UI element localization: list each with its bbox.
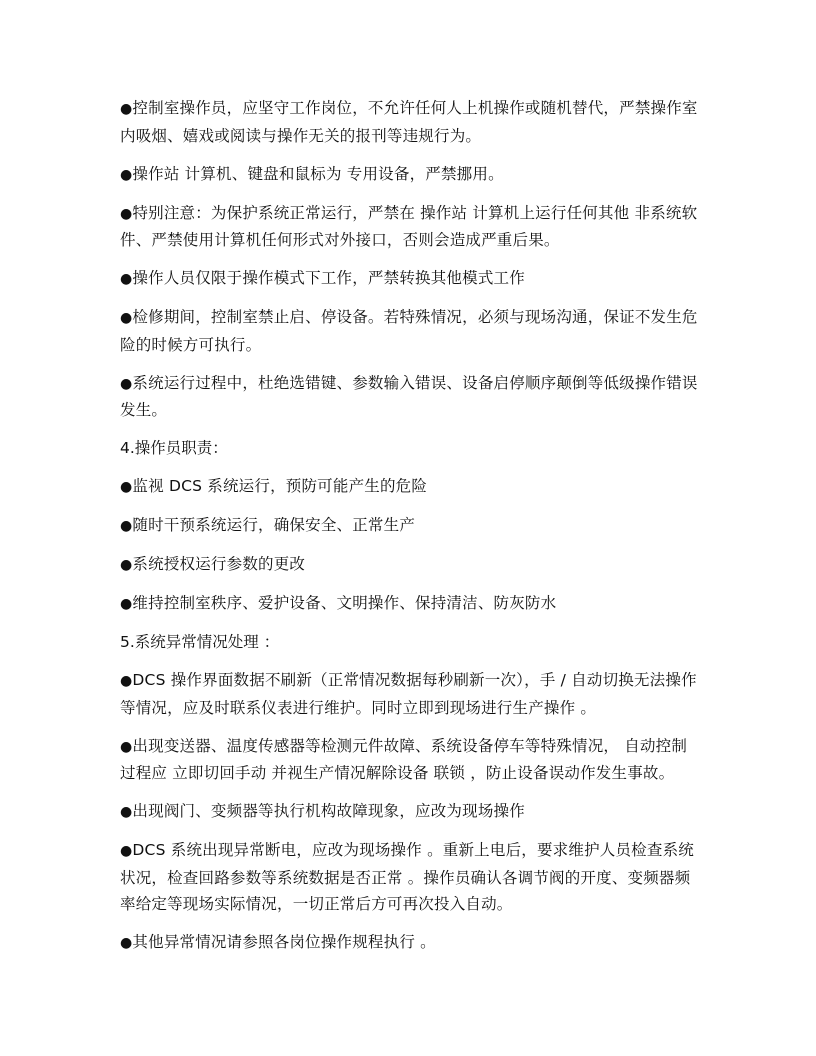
paragraph-text: 其他异常情况请参照各岗位操作规程执行 。 bbox=[132, 933, 436, 951]
paragraph-text: DCS 系统出现异常断电，应改为现场操作 。重新上电后，要求维护人员检查系统状况，检查回路参数等系统数据是否正常 。操作员确认各调节阀的开度、变频器频率给定等现场实际情况，一切正常后方可再次投入自动。 bbox=[120, 841, 694, 913]
paragraph-special-attention bbox=[120, 200, 700, 254]
document-page bbox=[120, 95, 700, 968]
paragraph-text: 监视 DCS 系统运行，预防可能产生的危险 bbox=[132, 477, 428, 495]
paragraph-sensor-failure bbox=[120, 733, 700, 787]
paragraph-power-outage bbox=[120, 837, 700, 918]
bullet-icon: ● bbox=[120, 271, 133, 287]
paragraph-text: 随时干预系统运行，确保安全、正常生产 bbox=[132, 516, 416, 534]
paragraph-operation-mode bbox=[120, 265, 700, 293]
paragraph-text: DCS 操作界面数据不刷新（正常情况数据每秒刷新一次），手 / 自动切换无法操作等情况，应及时联系仪表进行维护。同时立即到现场进行生产操作 。 bbox=[120, 671, 697, 717]
paragraph-monitor-dcs bbox=[120, 473, 700, 501]
bullet-icon: ● bbox=[120, 673, 133, 689]
paragraph-text: 特别注意：为保护系统正常运行，严禁在 操作站 计算机上运行任何其他 非系统软件、严禁使用计算机任何形式对外接口，否则会造成严重后果。 bbox=[120, 203, 698, 249]
paragraph-text: 检修期间，控制室禁止启、停设备。若特殊情况，必须与现场沟通，保证不发生危险的时候方可执行。 bbox=[120, 308, 698, 354]
paragraph-text: 出现阀门、变频器等执行机构故障现象，应改为现场操作 bbox=[132, 802, 525, 820]
bullet-icon: ● bbox=[120, 101, 133, 117]
bullet-icon: ● bbox=[120, 557, 133, 573]
bullet-icon: ● bbox=[120, 310, 133, 326]
paragraph-actuator-failure bbox=[120, 798, 700, 826]
section-heading-operator-duties bbox=[120, 435, 700, 462]
bullet-icon: ● bbox=[120, 804, 133, 820]
paragraph-dedicated-equipment bbox=[120, 161, 700, 189]
paragraph-control-room-operator bbox=[120, 95, 700, 149]
bullet-icon: ● bbox=[120, 375, 133, 392]
paragraph-text: 操作站 计算机、键盘和鼠标为 专用设备，严禁挪用。 bbox=[132, 164, 504, 183]
bullet-icon: ● bbox=[120, 935, 133, 951]
paragraph-text: 系统授权运行参数的更改 bbox=[132, 555, 306, 573]
bullet-icon: ● bbox=[120, 479, 133, 495]
heading-text: 5.系统异常情况处理 ： bbox=[120, 633, 280, 651]
paragraph-maintain-order bbox=[120, 590, 700, 618]
section-heading-abnormal-handling bbox=[120, 629, 700, 656]
paragraph-maintenance-period bbox=[120, 304, 700, 358]
paragraph-text: 出现变送器、温度传感器等检测元件故障、系统设备停车等特殊情况， 自动控制过程应 立即切回手动 并视生产情况解除设备 联锁 ，防止设备误动作发生事故。 bbox=[120, 736, 688, 782]
bullet-icon: ● bbox=[120, 596, 133, 612]
bullet-icon: ● bbox=[120, 205, 133, 222]
paragraph-avoid-errors bbox=[120, 370, 700, 424]
bullet-icon: ● bbox=[120, 738, 133, 755]
paragraph-text: 操作人员仅限于操作模式下工作，严禁转换其他模式工作 bbox=[132, 269, 525, 287]
paragraph-other-abnormal bbox=[120, 929, 700, 957]
bullet-icon: ● bbox=[120, 518, 133, 534]
heading-text: 4.操作员职责： bbox=[120, 439, 228, 457]
bullet-icon: ● bbox=[120, 166, 133, 183]
paragraph-authorized-params bbox=[120, 551, 700, 579]
paragraph-text: 控制室操作员，应坚守工作岗位，不允许任何人上机操作或随机替代，严禁操作室内吸烟、嬉戏或阅读与操作无关的报刊等违规行为。 bbox=[120, 99, 698, 145]
bullet-icon: ● bbox=[120, 843, 133, 859]
paragraph-text: 维持控制室秩序、爱护设备、文明操作、保持清洁、防灰防水 bbox=[132, 594, 557, 612]
paragraph-text: 系统运行过程中，杜绝选错键、参数输入错误、设备启停顺序颠倒等低级操作错误发生。 bbox=[120, 373, 698, 419]
paragraph-intervene bbox=[120, 512, 700, 540]
paragraph-dcs-no-refresh bbox=[120, 667, 700, 721]
